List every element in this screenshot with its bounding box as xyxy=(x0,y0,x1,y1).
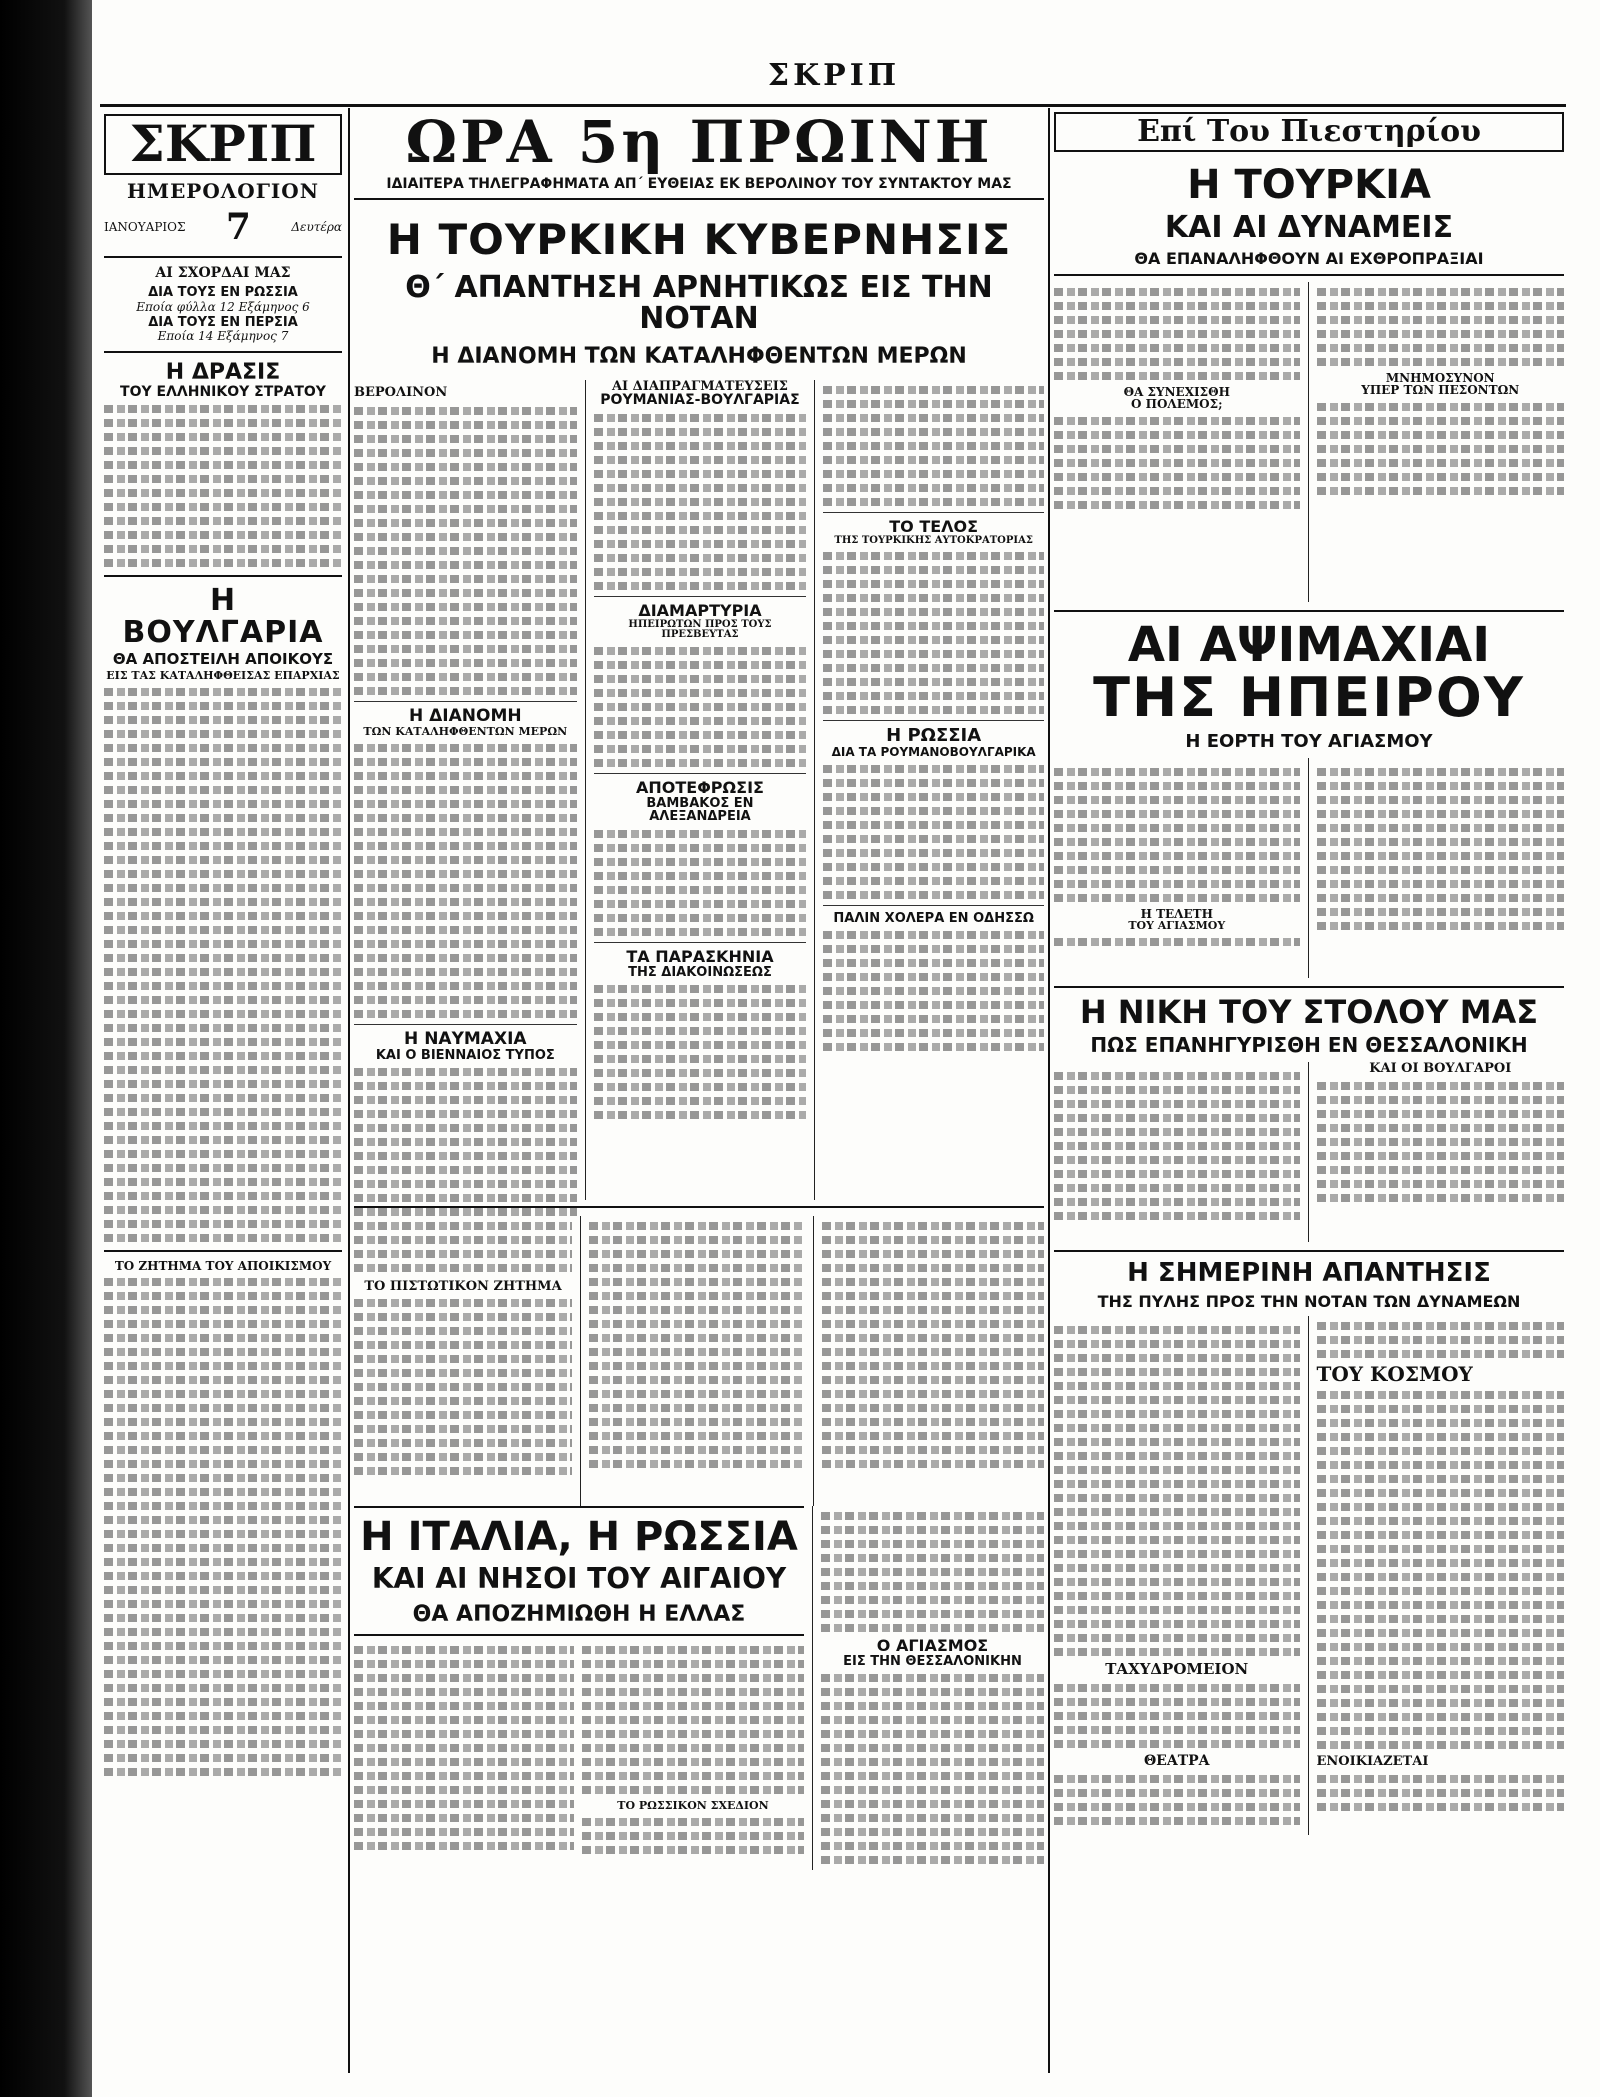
top-rule xyxy=(100,104,1566,107)
section-heading: ΚΑΙ ΟΙ ΒΟΥΛΓΑΡΟΙ xyxy=(1369,1061,1512,1077)
logo: ΣΚΡΙΠ xyxy=(104,114,342,175)
section-heading: ΜΝΗΜΟΣΥΝΟΝ xyxy=(1385,370,1495,385)
answer-headline: Η ΣΗΜΕΡΙΝΗ ΑΠΑΝΤΗΣΙΣ xyxy=(1127,1258,1491,1289)
section-heading: Η ΝΑΥΜΑΧΙΑ xyxy=(404,1028,527,1049)
section-subheading: Ο ΠΟΛΕΜΟΣ; xyxy=(1130,397,1223,412)
section-heading: ΤΟΥ ΚΟΣΜΟΥ xyxy=(1316,1362,1473,1387)
section-subheading: ΚΑΙ Ο ΒΙΕΝΝΑΙΟΣ ΤΥΠΟΣ xyxy=(375,1047,555,1063)
main-headline: Η ΤΟΥΡΚΙΚΗ ΚΥΒΕΡΝΗΣΙΣ xyxy=(386,214,1012,264)
section-heading: Η ΤΕΛΕΤΗ xyxy=(1140,906,1213,921)
section-heading: Ο ΑΓΙΑΣΜΟΣ xyxy=(876,1635,989,1655)
section-subheading: ΤΗΣ ΤΟΥΡΚΙΚΗΣ ΑΥΤΟΚΡΑΤΟΡΙΑΣ xyxy=(834,534,1033,546)
victory-subheading: ΠΩΣ ΕΠΑΝΗΓΥΡΙΣΘΗ ΕΝ ΘΕΣΣΑΛΟΝΙΚΗ xyxy=(1090,1033,1528,1058)
section-subheading: ΡΟΥΜΑΝΙΑΣ-ΒΟΥΛΓΑΡΙΑΣ xyxy=(600,392,800,409)
center-subcolumn-3 xyxy=(823,380,1044,1200)
main-headline-3: Η ΔΙΑΝΟΜΗ ΤΩΝ ΚΑΤΑΛΗΦΘΕΝΤΩΝ ΜΕΡΩΝ xyxy=(431,343,967,369)
section-heading: Η ΡΩΣΣΙΑ xyxy=(886,725,982,747)
section-heading: ΑΠΟΤΕΦΡΩΣΙΣ xyxy=(635,777,764,797)
section-heading: ΘΕΑΤΡΑ xyxy=(1143,1753,1210,1770)
press-box: Επί Του Πιεστηρίου xyxy=(1054,112,1564,152)
section-subheading: ΒΑΜΒΑΚΟΣ ΕΝ ΑΛΕΞΑΝΔΡΕΙΑ xyxy=(646,795,754,825)
section-subheading: ΤΟΥ ΑΓΙΑΣΜΟΥ xyxy=(1128,919,1226,933)
section-subheading: ΤΗΣ ΔΙΑΚΟΙΝΩΣΕΩΣ xyxy=(628,964,772,980)
column-rule xyxy=(1048,108,1050,2073)
article-subheading: ΘΑ ΑΠΟΣΤΕΙΛΗ ΑΠΟΙΚΟΥΣ xyxy=(112,650,334,669)
feature-headline: Η ΙΤΑΛΙΑ, Η ΡΩΣΣΙΑ xyxy=(354,1506,804,1558)
section-heading: ΤΑ ΠΑΡΑΣΚΗΝΙΑ xyxy=(626,946,774,966)
section-heading: ΘΑ ΣΥΝΕΧΙΣΘΗ xyxy=(1123,384,1230,399)
article-heading: Η ΔΡΑΣΙΣ xyxy=(165,360,281,386)
section-heading: ΤΑΧΥΔΡΟΜΕΙΟΝ xyxy=(1105,1660,1249,1679)
right-column xyxy=(1054,112,1564,2074)
section-heading: ΤΟ ΤΕΛΟΣ xyxy=(889,516,979,536)
main-subtitle: ΙΔΙΑΙΤΕΡΑ ΤΗΛΕΓΡΑΦΗΜΑΤΑ ΑΠ΄ ΕΥΘΕΙΑΣ ΕΚ ΒΕΡΟΛΙΝΟΥ ΤΟΥ ΣΥΝΤΑΚΤΟΥ ΜΑΣ xyxy=(354,177,1044,200)
section-subheading: ΤΩΝ ΚΑΤΑΛΗΦΘΕΝΤΩΝ ΜΕΡΩΝ xyxy=(363,725,568,739)
calendar-month: ΙΑΝΟΥΑΡΙΟΣ xyxy=(104,219,186,234)
russia-price: Εποία φύλλα 12 Εξάμηνος 6 xyxy=(136,299,310,314)
russia-subscription: ΔΙΑ ΤΟΥΣ ΕΝ ΡΩΣΣΙΑ xyxy=(148,285,298,301)
section-subheading: ΥΠΕΡ ΤΩΝ ΠΕΣΟΝΤΩΝ xyxy=(1361,383,1520,398)
persia-price: Εποία 14 Εξάμηνος 7 xyxy=(157,329,289,344)
section-heading: ΠΑΛΙΝ ΧΟΛΕΡΑ ΕΝ ΟΔΗΣΣΩ xyxy=(833,910,1034,926)
center-subcolumn-1 xyxy=(354,380,577,1200)
victory-headline: Η ΝΙΚΗ ΤΟΥ ΣΤΟΛΟΥ ΜΑΣ xyxy=(1079,992,1539,1031)
section-heading: ΤΟ ΡΩΣΣΙΚΟΝ ΣΧΕΔΙΟΝ xyxy=(617,1799,769,1813)
column-rule xyxy=(348,108,350,2073)
section-subheading: ΗΠΕΙΡΩΤΩΝ ΠΡΟΣ ΤΟΥΣ ΠΡΕΣΒΕΥΤΑΣ xyxy=(628,618,772,641)
fasts-heading: ΑΙ ΣΧΟΡΔΑΙ ΜΑΣ xyxy=(155,264,291,281)
section-subheading: ΕΙΣ ΤΗΝ ΘΕΣΣΑΛΟΝΙΚΗΝ xyxy=(843,1653,1022,1669)
section-heading: ΔΙΑΜΑΡΤΥΡΙΑ xyxy=(638,601,762,621)
masthead: ΣΚΡΙΠ xyxy=(767,58,901,93)
press-headline-2: ΚΑΙ ΑΙ ΔΥΝΑΜΕΙΣ xyxy=(1164,209,1454,245)
calendar-day: 7 xyxy=(225,205,251,248)
calendar-weekday: Δευτέρα xyxy=(291,219,342,234)
left-column xyxy=(104,114,342,2074)
section-subheading: ΔΙΑ ΤΑ ΡΟΥΜΑΝΟΒΟΥΛΓΑΡΙΚΑ xyxy=(831,744,1036,759)
feature-headline-2: ΚΑΙ ΑΙ ΝΗΣΟΙ ΤΟΥ ΑΙΓΑΙΟΥ xyxy=(371,1561,787,1595)
answer-subheading: ΤΗΣ ΠΥΛΗΣ ΠΡΟΣ ΤΗΝ ΝΟΤΑΝ ΤΩΝ ΔΥΝΑΜΕΩΝ xyxy=(1097,1291,1521,1311)
main-title: ΩΡΑ 5η ΠΡΩΙΝΗ xyxy=(405,112,993,176)
section-heading: ΤΟ ΠΙΣΤΩΤΙΚΟΝ ΖΗΤΗΜΑ xyxy=(364,1278,562,1294)
skirmish-headline-2: ΤΗΣ ΗΠΕΙΡΟΥ xyxy=(1093,666,1525,730)
skirmish-subheading: Η ΕΟΡΤΗ ΤΟΥ ΑΓΙΑΣΜΟΥ xyxy=(1185,730,1433,752)
persia-subscription: ΔΙΑ ΤΟΥΣ ΕΝ ΠΕΡΣΙΑ xyxy=(148,314,298,330)
skirmish-headline: ΑΙ ΑΨΙΜΑΧΙΑΙ xyxy=(1127,616,1491,673)
feature-headline-3: ΘΑ ΑΠΟΖΗΜΙΩΘΗ Η ΕΛΛΑΣ xyxy=(354,1603,804,1636)
calendar-heading: ΗΜΕΡΟΛΟΓΙΟΝ xyxy=(127,178,319,203)
center-subcolumn-2 xyxy=(594,380,807,1200)
article-heading: Η ΒΟΥΛΓΑΡΙΑ xyxy=(122,583,324,650)
dateline: ΒΕΡΟΛΙΝΟΝ xyxy=(354,384,448,400)
main-headline-2: Θ΄ ΑΠΑΝΤΗΣΗ ΑΡΝΗΤΙΚΩΣ ΕΙΣ ΤΗΝ ΝΟΤΑΝ xyxy=(405,269,993,337)
center-column xyxy=(354,112,1044,2074)
section-heading: ΕΝΟΙΚΙΑΖΕΤΑΙ xyxy=(1316,1754,1429,1770)
section-heading: ΑΙ ΔΙΑΠΡΑΓΜΑΤΕΥΣΕΙΣ xyxy=(611,378,788,394)
press-headline: Η ΤΟΥΡΚΙΑ xyxy=(1187,161,1431,208)
article-subheading: ΕΙΣ ΤΑΣ ΚΑΤΑΛΗΦΘΕΙΣΑΣ ΕΠΑΡΧΙΑΣ xyxy=(106,669,340,682)
press-subheading: ΘΑ ΕΠΑΝΑΛΗΦΘΟΥΝ ΑΙ ΕΧΘΡΟΠΡΑΞΙΑΙ xyxy=(1054,251,1564,276)
article-heading: ΤΟ ΖΗΤΗΜΑ ΤΟΥ ΑΠΟΙΚΙΣΜΟΥ xyxy=(114,1258,332,1273)
article-subheading: ΤΟΥ ΕΛΛΗΝΙΚΟΥ ΣΤΡΑΤΟΥ xyxy=(120,383,326,400)
scan-edge xyxy=(0,0,92,2097)
section-heading: Η ΔΙΑΝΟΜΗ xyxy=(409,706,522,727)
